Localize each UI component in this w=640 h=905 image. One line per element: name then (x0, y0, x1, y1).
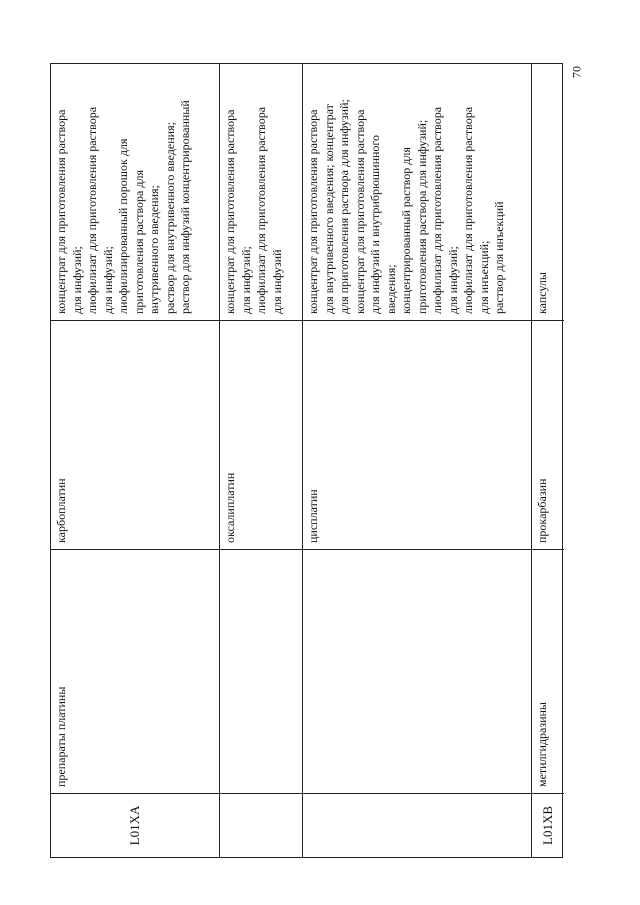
form-line: внутривенного введения; (147, 185, 161, 314)
page-number-text: 70 (569, 66, 584, 78)
forms-cell (303, 62, 531, 321)
form-line: для внутривенного введения; концентрат (321, 104, 336, 314)
group-name: метилгидразины (535, 702, 549, 787)
atc-code-cell (220, 794, 302, 857)
atc-code-cell (532, 794, 564, 857)
form-line: раствор для инфузий концентрированный (178, 100, 192, 314)
form-line: для инфузий (269, 249, 284, 314)
form-line: для инфузий; (69, 246, 84, 314)
form-line: концентрированный раствор для (399, 147, 413, 314)
group-name: препараты платины (54, 686, 68, 787)
atc-code: L01XA (127, 805, 143, 846)
form-line: для инфузий и внутрибрюшинного (368, 134, 382, 314)
form-line: для инфузий; (238, 246, 253, 314)
forms-cell (51, 62, 219, 321)
drug-name: карбоплатин (54, 478, 68, 543)
group-cell (303, 550, 531, 794)
form-line: концентрат для приготовления раствора (306, 109, 320, 314)
form-line: лиофилизированный порошок для (116, 138, 130, 314)
table-row (219, 64, 302, 857)
drug-name: прокарбазин (535, 478, 549, 543)
forms-cell (532, 62, 564, 321)
form-line: для инфузий; (100, 246, 115, 314)
form-line: лиофилизат для приготовления раствора (85, 106, 99, 314)
drug-cell (532, 321, 564, 550)
drug-cell (303, 321, 531, 550)
drug-cell (220, 321, 302, 550)
form-line: введения; (383, 264, 398, 314)
forms-cell (220, 62, 302, 321)
form-line: лиофилизат для приготовления раствора (254, 106, 268, 314)
group-cell (220, 550, 302, 794)
form-line: раствор для внутривенного введения; (162, 122, 177, 314)
form-line: приготовления раствора для (131, 170, 146, 314)
form-line: приготовления раствора для инфузий; (414, 119, 429, 314)
form-line: для инфузий; (445, 246, 460, 314)
form-line: капсулы (535, 272, 549, 314)
table-row (302, 64, 531, 857)
page-number (569, 60, 585, 84)
table-row (51, 64, 219, 857)
form-line: концентрат для приготовления раствора (352, 109, 367, 314)
atc-code: L01XB (540, 806, 556, 845)
group-cell (532, 550, 564, 794)
form-line: для приготовления раствора для инфузий; (337, 99, 351, 314)
form-line: для инъекций; (476, 240, 491, 314)
drug-cell (51, 321, 219, 550)
atc-code-cell (303, 794, 531, 857)
form-line: концентрат для приготовления раствора (223, 109, 237, 314)
form-line: раствор для инъекций (492, 201, 506, 314)
form-line: концентрат для приготовления раствора (54, 109, 68, 314)
atc-code-cell (51, 794, 219, 857)
form-line: лиофилизат для приготовления раствора (461, 106, 475, 314)
form-line: лиофилизат для приготовления раствора (430, 106, 444, 314)
table-row (531, 64, 564, 857)
group-cell (51, 550, 219, 794)
drug-table (50, 63, 563, 858)
drug-name: оксалиплатин (223, 472, 237, 543)
drug-name: цисплатин (306, 489, 320, 543)
